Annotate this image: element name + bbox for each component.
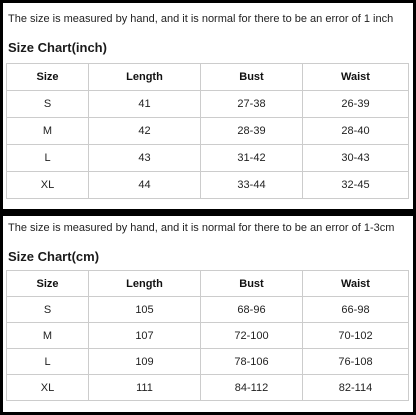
cell-bust: 31-42 <box>201 145 303 172</box>
table-row <box>7 172 409 199</box>
cell-bust: 68-96 <box>201 297 303 323</box>
cell-waist: 26-39 <box>303 91 409 118</box>
cell-length: 41 <box>89 91 201 118</box>
cell-size: S <box>7 91 89 118</box>
column-header-bust: Bust <box>201 64 303 91</box>
size-table-inch <box>6 63 409 199</box>
cell-size: L <box>7 145 89 172</box>
column-header-size: Size <box>7 271 89 297</box>
cell-waist: 70-102 <box>303 323 409 349</box>
table-header-row <box>7 64 409 91</box>
cell-waist: 32-45 <box>303 172 409 199</box>
cell-waist: 82-114 <box>303 375 409 401</box>
cell-bust: 78-106 <box>201 349 303 375</box>
column-header-length: Length <box>89 64 201 91</box>
cell-size: L <box>7 349 89 375</box>
cell-size: XL <box>7 172 89 199</box>
cell-size: S <box>7 297 89 323</box>
cell-bust: 72-100 <box>201 323 303 349</box>
size-table-cm <box>6 270 409 401</box>
cell-waist: 30-43 <box>303 145 409 172</box>
cell-length: 42 <box>89 118 201 145</box>
column-header-bust: Bust <box>201 271 303 297</box>
cell-length: 107 <box>89 323 201 349</box>
table-row <box>7 323 409 349</box>
cell-length: 44 <box>89 172 201 199</box>
cell-waist: 66-98 <box>303 297 409 323</box>
column-header-waist: Waist <box>303 64 409 91</box>
measurement-note: The size is measured by hand, and it is normal for there to be an error of 1-3cm <box>8 222 395 234</box>
table-row <box>7 297 409 323</box>
size-chart-cm-panel <box>3 216 413 412</box>
column-header-waist: Waist <box>303 271 409 297</box>
cell-waist: 76-108 <box>303 349 409 375</box>
cell-bust: 84-112 <box>201 375 303 401</box>
size-chart-inch-panel <box>3 3 413 209</box>
cell-size: XL <box>7 375 89 401</box>
cell-length: 43 <box>89 145 201 172</box>
column-header-length: Length <box>89 271 201 297</box>
cell-length: 105 <box>89 297 201 323</box>
cell-waist: 28-40 <box>303 118 409 145</box>
cell-size: M <box>7 323 89 349</box>
measurement-note: The size is measured by hand, and it is normal for there to be an error of 1 inch <box>8 13 394 25</box>
table-row <box>7 91 409 118</box>
cell-size: M <box>7 118 89 145</box>
cell-bust: 33-44 <box>201 172 303 199</box>
table-header-row <box>7 271 409 297</box>
cell-bust: 27-38 <box>201 91 303 118</box>
cell-length: 111 <box>89 375 201 401</box>
table-row <box>7 375 409 401</box>
table-row <box>7 145 409 172</box>
column-header-size: Size <box>7 64 89 91</box>
chart-title: Size Chart(cm) <box>8 249 100 264</box>
cell-length: 109 <box>89 349 201 375</box>
table-row <box>7 118 409 145</box>
chart-title: Size Chart(inch) <box>8 40 107 55</box>
cell-bust: 28-39 <box>201 118 303 145</box>
table-row <box>7 349 409 375</box>
